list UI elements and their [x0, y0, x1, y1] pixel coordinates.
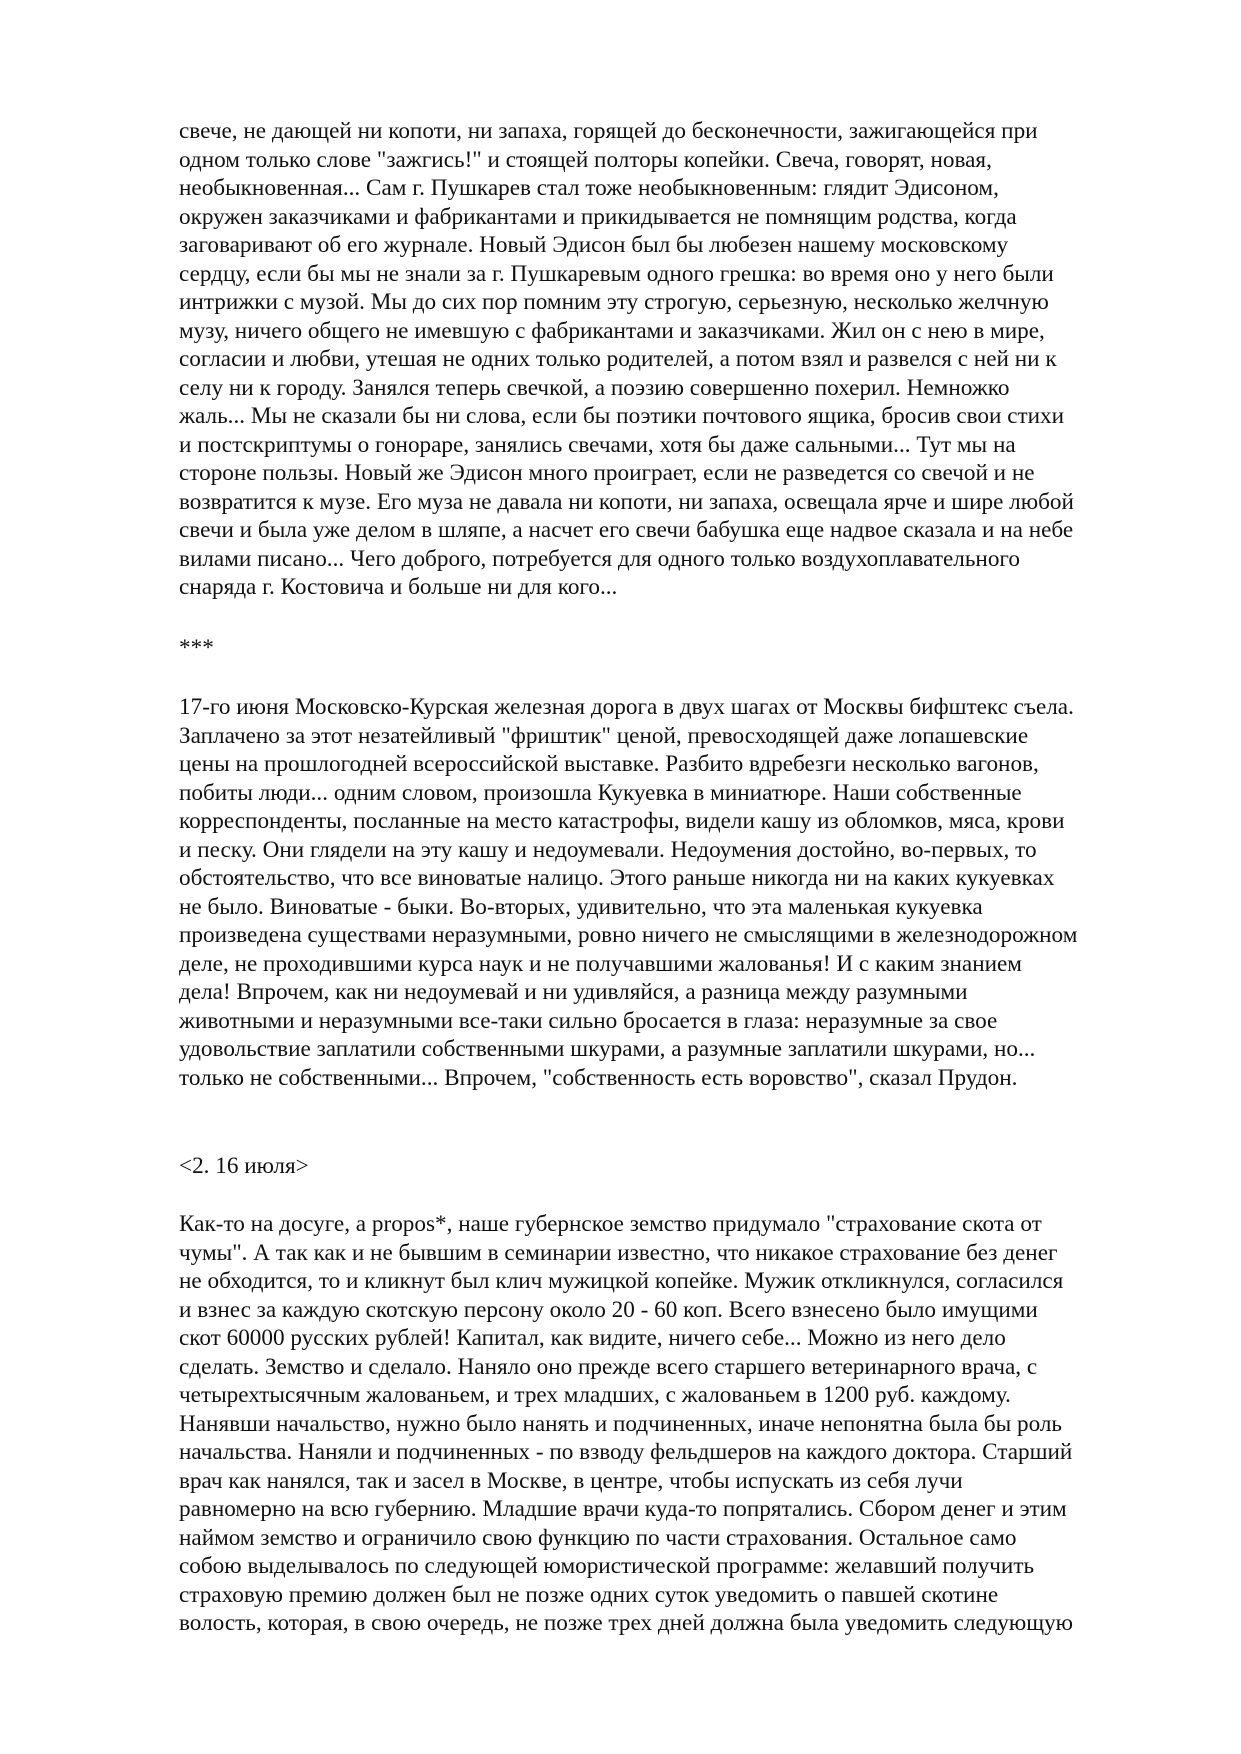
- text-line: музу, ничего общего не имевшую с фабрикантами и заказчиками. Жил он с нею в мире,: [179, 317, 1045, 344]
- text-line: сделать. Земство и сделало. Наняло оно прежде всего старшего ветеринарного врача, с: [179, 1353, 1038, 1380]
- text-line: животными и неразумными все-таки сильно бросается в глаза: неразумные за свое: [179, 1007, 998, 1034]
- text-line: Как-то на досуге, a propos*, наше губернское земство придумало "страхование скота от: [179, 1211, 1042, 1237]
- text-line: вилами писано... Чего доброго, потребуется для одного только воздухоплавательного: [179, 545, 1020, 572]
- text-line: удовольствие заплатили собственными шкурами, а разумные заплатили шкурами, но...: [179, 1036, 1036, 1062]
- text-line: Нанявши начальство, нужно было нанять и подчиненных, иначе непонятна была бы роль: [179, 1410, 1063, 1437]
- text-line: Заплачено за этот незатейливый "фриштик" ценой, превосходящей даже лопашевские: [179, 722, 1029, 749]
- text-line: интрижки с музой. Мы до сих пор помним эту строгую, серьезную, несколько желчную: [179, 289, 1049, 315]
- text-line: окружен заказчиками и фабрикантами и прикидывается не помнящим родства, когда: [179, 203, 1017, 230]
- text-line: заговаривают об его журнале. Новый Эдисон был бы любезен нашему московскому: [179, 232, 1009, 258]
- text-line: не было. Виноватые - быки. Во-вторых, удивительно, что эта маленькая кукуевка: [179, 893, 983, 920]
- text-line: согласии и любви, утешая не одних только родителей, а потом взял и развелся с ней ни к: [179, 346, 1057, 372]
- paragraph-zemstvo: [179, 1210, 1169, 1638]
- text-line: обстоятельство, что все виноватые налицо. Этого раньше никогда ни на каких кукуевках: [179, 865, 1055, 891]
- text-line: собою выделывалось по следующей юмористической программе: желавший получить: [179, 1553, 1035, 1579]
- text-line: свечи и была уже делом в шляпе, а насчет его свечи бабушка еще надвое сказала и на небе: [179, 517, 1074, 543]
- text-line: стороне пользы. Новый же Эдисон много проиграет, если не разведется со свечой и не: [179, 460, 1035, 486]
- text-line: четырехтысячным жалованьем, и трех младших, с жалованьем в 1200 руб. каждому.: [179, 1382, 1011, 1408]
- text-line: равномерно на всю губернию. Младшие врачи куда-то попрятались. Сбором денег и этим: [179, 1496, 1067, 1522]
- text-line: врач как нанялся, так и засел в Москве, в центре, чтобы испускать из себя лучи: [179, 1467, 963, 1494]
- text-line: одном только слове "зажгись!" и стоящей полторы копейки. Свеча, говорят, новая,: [179, 146, 992, 173]
- separator-text: ***: [179, 635, 214, 661]
- section-separator: [179, 634, 1169, 663]
- text-line: и взнес за каждую скотскую персону около 20 - 60 коп. Всего взнесено было имущими: [179, 1296, 1038, 1323]
- paragraph-railway: [179, 693, 1169, 1092]
- text-line: деле, не проходившими курса наук и не получавшими жалованья! И с каким знанием: [179, 950, 1022, 977]
- text-line: свече, не дающей ни копоти, ни запаха, горящей до бесконечности, зажигающейся при: [179, 118, 1038, 144]
- text-line: побиты люди... одним словом, произошла Кукуевка в миниатюре. Наши собственные: [179, 779, 1022, 806]
- text-line: корреспонденты, посланные на место катастрофы, видели кашу из обломков, мяса, крови: [179, 808, 1065, 834]
- text-line: необыкновенная... Сам г. Пушкарев стал тоже необыкновенным: глядит Эдисоном,: [179, 175, 999, 201]
- text-line: 17-го июня Московско-Курская железная дорога в двух шагах от Москвы бифштекс съела.: [179, 694, 1074, 720]
- text-line: цены на прошлогодней всероссийской выставке. Разбито вдребезги несколько вагонов,: [179, 751, 1039, 777]
- text-line: и песку. Они глядели на эту кашу и недоумевали. Недоумения достойно, во-первых, то: [179, 836, 1037, 863]
- text-line: не обходится, то и кликнут был клич мужицкой копейке. Мужик откликнулся, согласился: [179, 1268, 1064, 1294]
- text-line: дела! Впрочем, как ни недоумевай и ни удивляйся, а разница между разумными: [179, 979, 968, 1005]
- text-line: селу ни к городу. Занялся теперь свечкой, а поэзию совершенно похерил. Немножко: [179, 374, 1010, 401]
- text-line: страховую премию должен был не позже одних суток уведомить о павшей скотине: [179, 1581, 999, 1608]
- text-line: скот 60000 русских рублей! Капитал, как видите, ничего себе... Можно из него дело: [179, 1325, 1006, 1351]
- text-line: волость, которая, в свою очередь, не позже трех дней должна была уведомить следующую: [179, 1610, 1073, 1636]
- dateline: [179, 1152, 1169, 1181]
- text-line: чумы". А так как и не бывшим в семинарии известно, что никакое страхование без денег: [179, 1239, 1058, 1266]
- text-line: сердцу, если бы мы не знали за г. Пушкаревым одного грешка: во время оно у него были: [179, 260, 1054, 287]
- text-line: только не собственными... Впрочем, "собственность есть воровство", сказал Прудон.: [179, 1064, 1018, 1091]
- text-line: произведена существами неразумными, ровно ничего не смыслящими в железнодорожном: [179, 922, 1078, 948]
- text-line: наймом земство и ограничило свою функцию по части страхования. Остальное само: [179, 1524, 1017, 1551]
- text-line: и постскриптумы о гонораре, занялись свечами, хотя бы даже сальными... Тут мы на: [179, 431, 1016, 458]
- paragraph-candle: [179, 117, 1169, 602]
- text-line: возвратится к музе. Его муза не давала ни копоти, ни запаха, освещала ярче и шире любой: [179, 488, 1074, 515]
- text-line: жаль... Мы не сказали бы ни слова, если бы поэтики почтового ящика, бросив свои стихи: [179, 403, 1065, 429]
- text-line: начальства. Наняли и подчиненных - по взводу фельдшеров на каждого доктора. Старший: [179, 1439, 1073, 1465]
- dateline-text: <2. 16 июля>: [179, 1153, 309, 1179]
- text-line: снаряда г. Костовича и больше ни для кого...: [179, 574, 618, 600]
